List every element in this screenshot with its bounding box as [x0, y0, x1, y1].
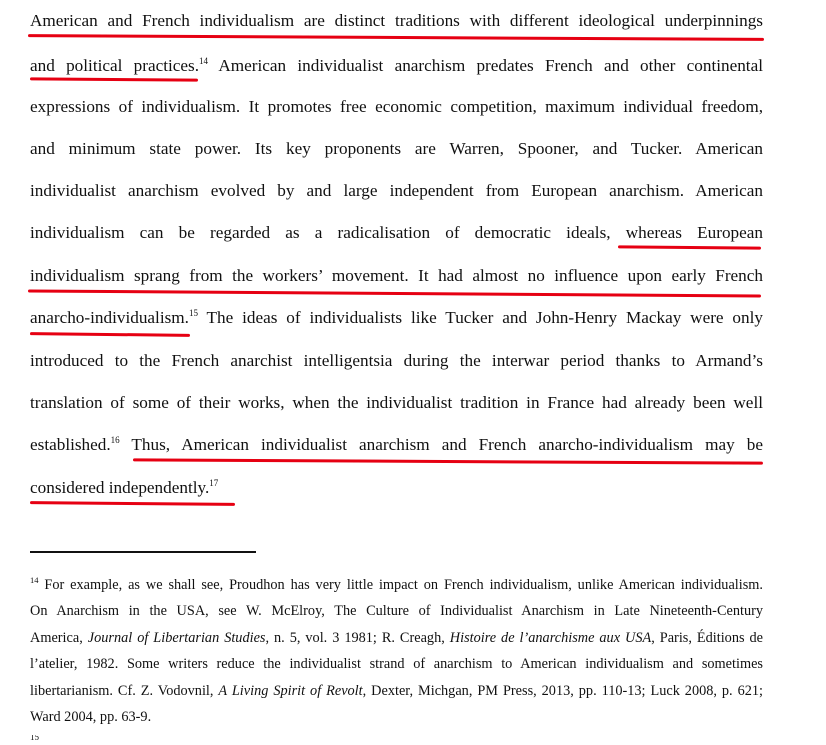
footnote-text: America, — [30, 630, 88, 646]
footnote-text: l’atelier, 1982. Some writers reduce the individualist strand of anarchism to American individualism and sometimes — [30, 656, 763, 672]
line-text: expressions of individualism. It promotes free economic competition, maximum individual freedom, — [30, 97, 763, 116]
line-text: and political practices. — [30, 56, 200, 75]
red-underline — [28, 289, 761, 297]
book-title: A Living Spirit of Revolt — [218, 683, 363, 699]
footnote-number: 14 — [30, 575, 39, 585]
body-line-5 — [30, 181, 763, 201]
footnote-text: , Dexter, Michgan, PM Press, 2013, pp. 110-13; Luck 2008, p. 621; — [362, 683, 763, 699]
footnote-separator — [30, 551, 256, 553]
footnote-14-line-1 — [30, 576, 763, 594]
red-underline — [30, 501, 235, 506]
body-line-9 — [30, 351, 763, 371]
line-text: established. — [30, 435, 111, 454]
footnote-number: 15 — [30, 735, 39, 742]
line-text: translation of some of their works, when the individualist tradition in France had already been well — [30, 393, 763, 412]
footnote-ref-14[interactable]: 14 — [199, 56, 209, 66]
body-line-10 — [30, 393, 763, 413]
line-text: The ideas of individualists like Tucker and John-Henry Mackay were only — [197, 308, 763, 327]
footnote-text: , n. 5, vol. 3 1981; R. Creagh, — [265, 630, 450, 646]
footnote-ref-15[interactable]: 15 — [188, 308, 198, 318]
red-underline — [30, 77, 198, 81]
body-line-4 — [30, 139, 763, 159]
line-text: American individualist anarchism predates French and other continental — [208, 56, 763, 75]
footnote-ref-17[interactable]: 17 — [209, 478, 219, 488]
red-underline — [618, 245, 761, 249]
red-underline — [30, 332, 190, 337]
footnote-14-line-6 — [30, 708, 763, 726]
body-line-3 — [30, 97, 763, 117]
footnote-14-line-3 — [30, 629, 763, 647]
red-underline — [28, 34, 764, 41]
line-text: American and French individualism are distinct traditions with different ideological underpinnings — [30, 11, 763, 30]
body-line-2 — [30, 56, 763, 76]
line-text: considered independently. — [30, 478, 210, 497]
footnote-ref-16[interactable]: 16 — [110, 435, 120, 445]
footnote-text: libertarianism. Cf. Z. Vodovnil, — [30, 683, 219, 699]
line-text: individualist anarchism evolved by and large independent from European anarchism. American — [30, 181, 763, 200]
footnote-15-cut-off — [30, 735, 763, 745]
footnote-14-line-4 — [30, 655, 763, 673]
book-title: Histoire de l’anarchisme aux USA — [449, 630, 652, 646]
body-line-8 — [30, 308, 763, 328]
footnote-14-line-5 — [30, 682, 763, 700]
line-text: and minimum state power. Its key proponents are Warren, Spooner, and Tucker. American — [30, 139, 763, 158]
footnote-text: On Anarchism in the USA, see W. McElroy, The Culture of Individualist Anarchism in Late Nineteenth-Century — [30, 603, 763, 619]
footnote-text: For example, as we shall see, Proudhon has very little impact on French individualism, unlike American individualism. — [44, 577, 763, 593]
red-underline — [133, 458, 763, 464]
line-text: individualism can be regarded as a radicalisation of democratic ideals, whereas European — [30, 223, 763, 242]
line-text: Thus, American individualist anarchism and French anarcho-individualism may be — [119, 435, 763, 454]
body-line-6 — [30, 223, 763, 243]
body-line-1 — [30, 11, 763, 31]
body-line-7 — [30, 266, 763, 286]
line-text: introduced to the French anarchist intelligentsia during the interwar period thanks to Armand’s — [30, 351, 763, 370]
footnote-14-line-2 — [30, 602, 763, 620]
footnote-text: , Paris, Éditions de — [651, 630, 764, 646]
body-line-12 — [30, 478, 763, 498]
journal-title: Journal of Libertarian Studies — [87, 630, 266, 646]
line-text: individualism sprang from the workers’ movement. It had almost no influence upon early French — [30, 266, 763, 285]
footnote-text: Ward 2004, pp. 63-9. — [30, 709, 152, 725]
line-text: anarcho-individualism. — [30, 308, 189, 327]
body-line-11 — [30, 435, 763, 455]
